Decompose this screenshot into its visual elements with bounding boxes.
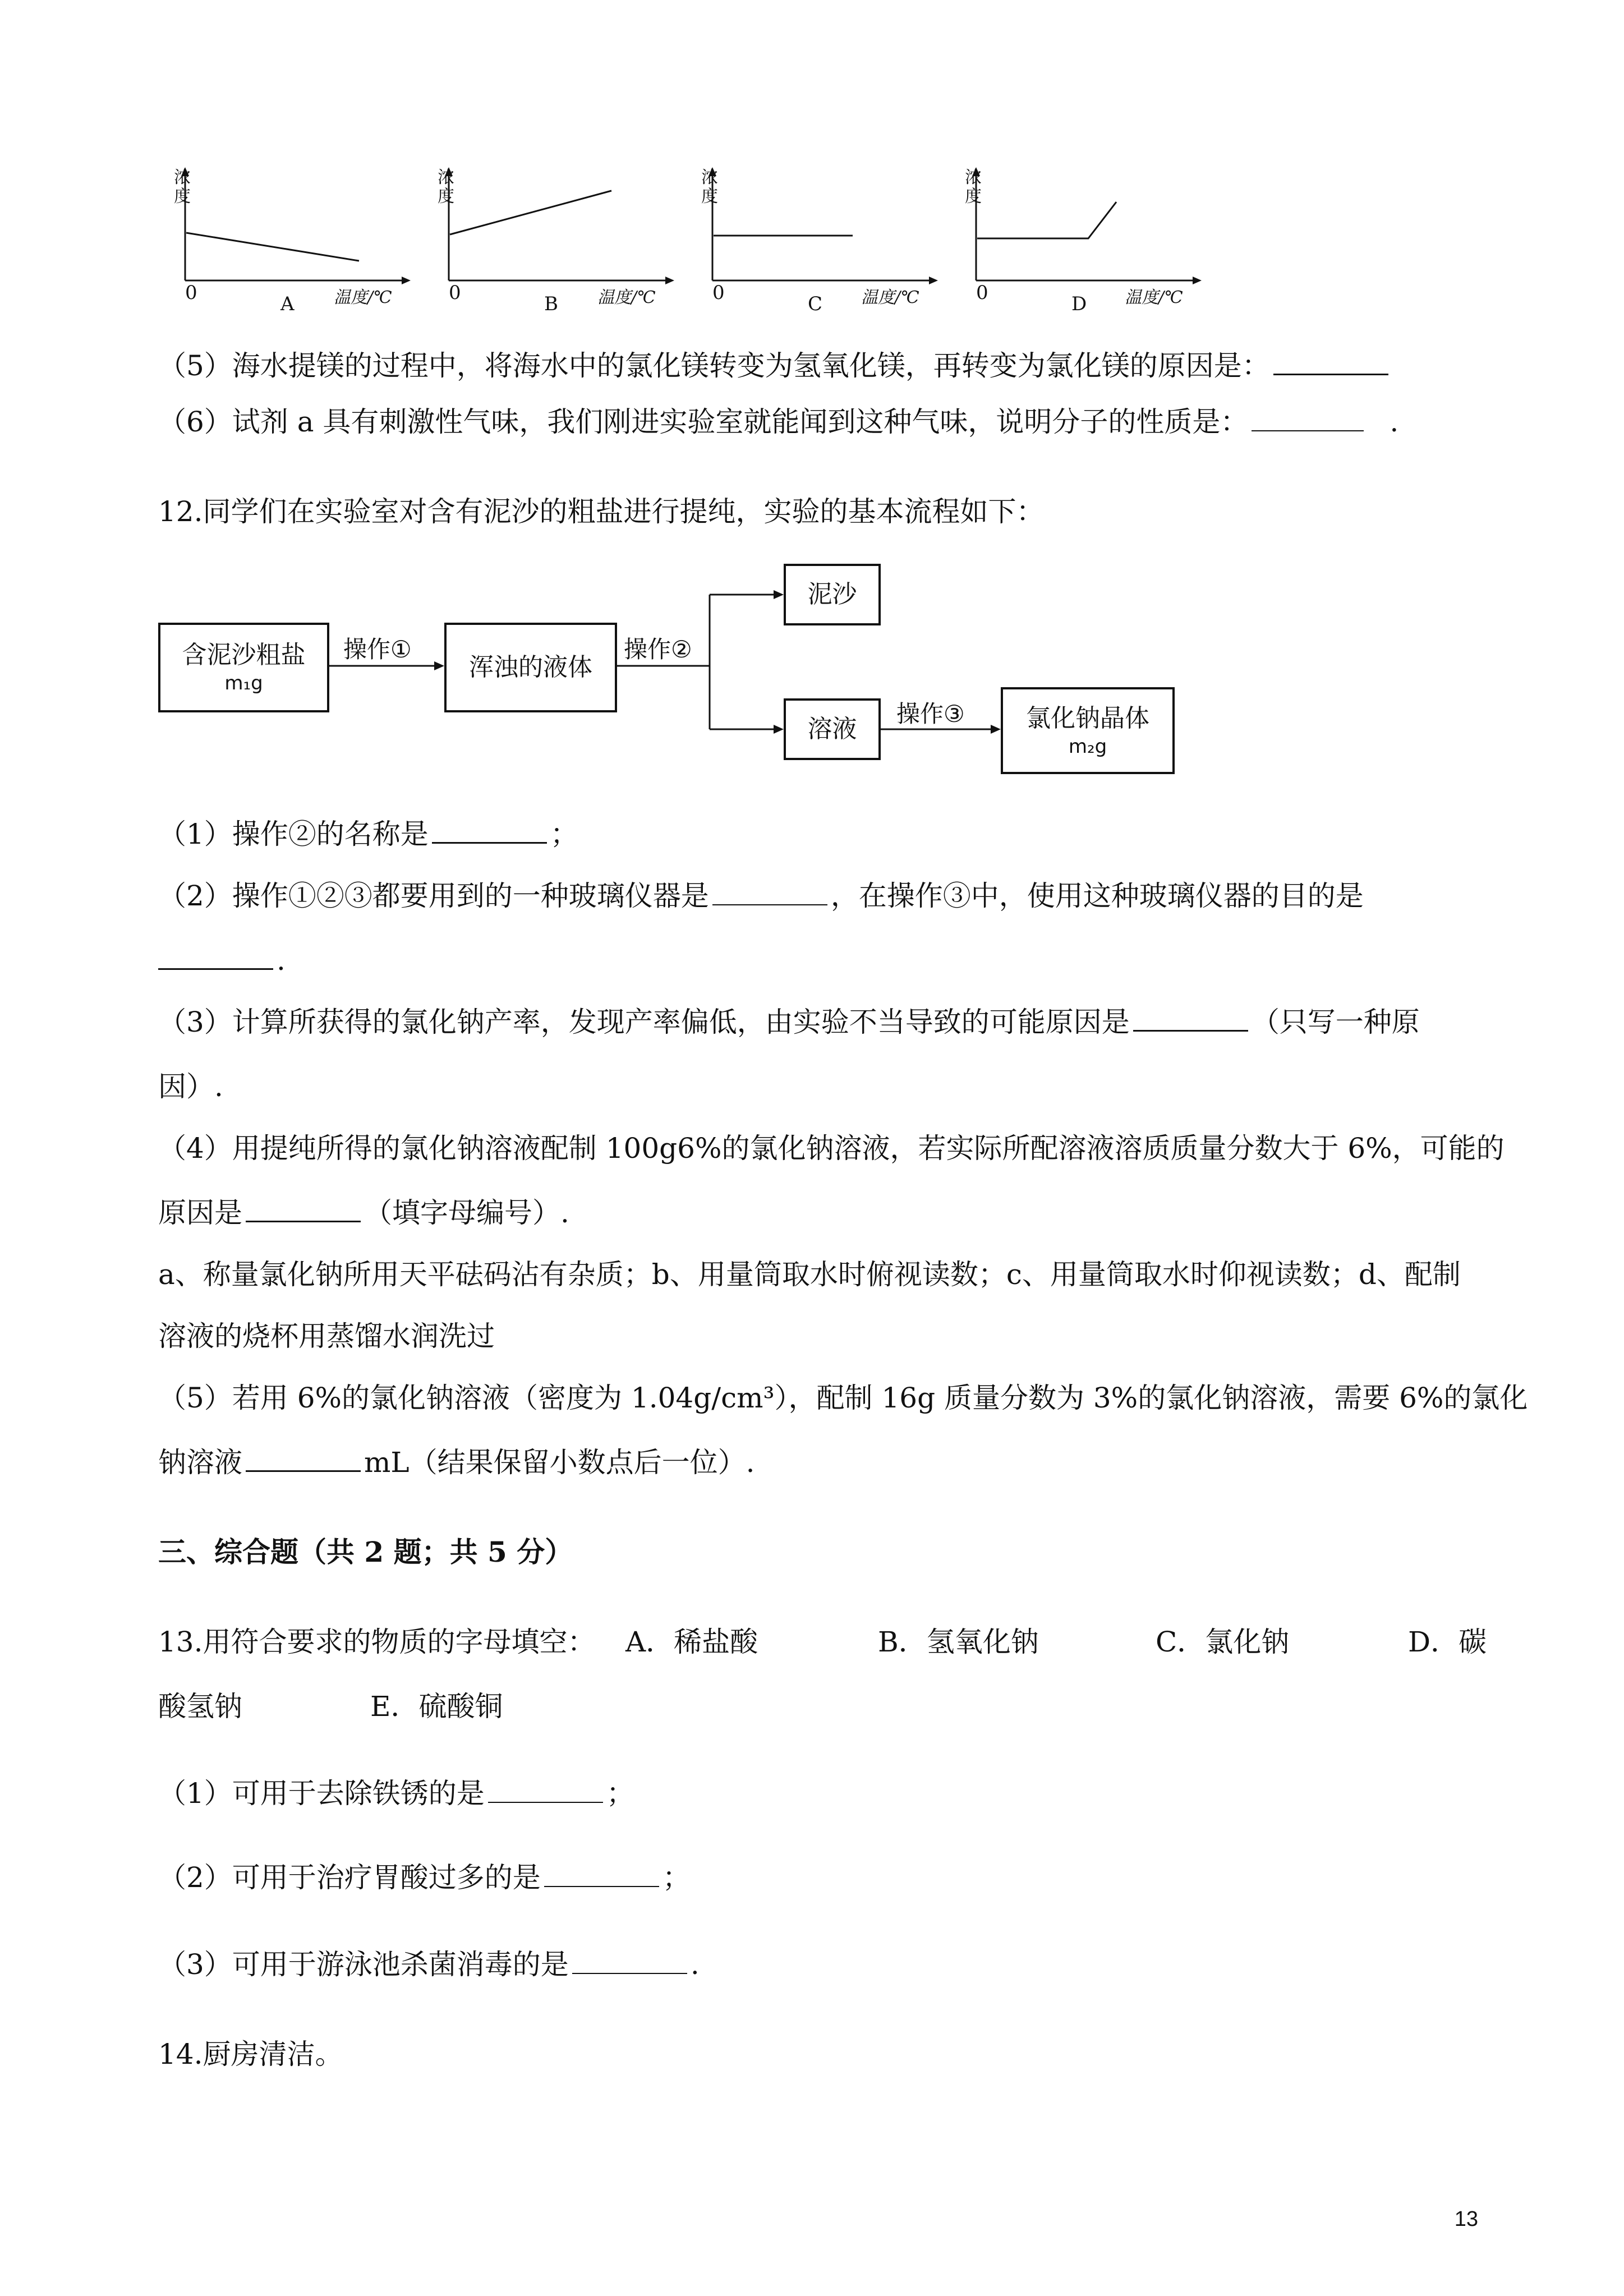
flow-box-crude-salt [158,623,329,712]
graph-y-label: 浓度 [438,168,454,206]
q12-part1-end: ； [550,818,578,850]
answer-blank[interactable] [158,944,273,970]
answer-blank[interactable] [432,817,547,844]
q12-part3-text: （3）计算所获得的氯化钠产率，发现产率偏低，由实验不当导致的可能原因是 [158,1006,1130,1038]
q13-part3-text: （3）可用于游泳池杀菌消毒的是 [158,1948,569,1981]
flow-op2-label: 操作② [624,636,692,663]
q12-options-line2: 溶液的烧杯用蒸馏水润洗过 [158,1320,495,1352]
q13-part2 [158,1860,691,1895]
graph-letter: D [1071,293,1087,315]
flow-box-nacl-crystal [1001,687,1175,774]
q12-part2 [158,878,1364,914]
q12-part4-cont [158,1195,569,1231]
answer-blank[interactable] [712,880,827,905]
answer-blank[interactable] [572,1948,687,1974]
graph-y-label: 浓度 [965,168,982,206]
q12-part4-text: 原因是 [158,1197,242,1229]
flow-box-solution [784,698,881,760]
q12-part5-cont [158,1444,755,1480]
q13-option-c: C．氯化钠 [1156,1626,1290,1658]
graph-y-label: 浓度 [174,168,191,206]
q11-part6-end: . [1390,406,1399,438]
q13-part2-end: ； [662,1861,691,1894]
graph-x-label: 温度/℃ [597,288,656,307]
q13-option-a: A．稀盐酸 [625,1626,758,1658]
graph-letter: B [544,293,558,315]
flow-box-turbid-liquid [444,623,617,712]
section-heading: 三、综合题（共 2 题；共 5 分） [158,1535,573,1568]
q13-part2-text: （2）可用于治疗胃酸过多的是 [158,1861,541,1894]
graph-origin: 0 [185,282,197,304]
q12-part2-cont [158,942,286,978]
q13-option-e: E．硫酸铜 [370,1690,503,1723]
graph-origin: 0 [712,282,725,304]
graph-y-label: 浓度 [701,168,718,206]
flow-box-label: 泥沙 [807,580,857,609]
q12-part3-cont: 因）. [158,1070,223,1103]
q12-part1-text: （1）操作②的名称是 [158,818,429,850]
q13-part3-end: . [690,1948,700,1981]
page-number: 13 [1454,2207,1478,2231]
graph-x-label: 温度/℃ [1125,288,1183,307]
graph-origin: 0 [976,282,988,304]
q13-part1-end: ； [606,1777,634,1810]
q13-part1 [158,1775,634,1811]
flow-box-sand [784,564,881,625]
q12-part2-text: （2）操作①②③都要用到的一种玻璃仪器是 [158,880,709,912]
flow-op3-label: 操作③ [896,700,965,728]
graph-letter: C [808,293,823,315]
q12-stem: 12.同学们在实验室对含有泥沙的粗盐进行提纯，实验的基本流程如下： [158,495,1045,528]
q12-options-line1: a、称量氯化钠所用天平砝码沾有杂质；b、用量筒取水时俯视读数；c、用量筒取水时仰视读数；d、配制 [158,1258,1461,1291]
q12-part3-text-b: （只写一种原 [1251,1006,1420,1038]
q12-part1 [158,816,578,852]
flow-box-mass: m₁g [224,672,263,694]
q12-part5-text: 钠溶液 [158,1446,242,1479]
q12-part4: （4）用提纯所得的氯化钠溶液配制 100g6%的氯化钠溶液，若实际所配溶液溶质质量分数大于 6%，可能的 [158,1132,1505,1165]
q11-part5-text: （5）海水提镁的过程中，将海水中的氯化镁转变为氢氧化镁，再转变为氯化镁的原因是： [158,349,1270,382]
graph-letter: A [280,293,295,315]
flow-box-label: 含泥沙粗盐 [182,641,306,669]
q12-part2-end: . [277,944,286,977]
graph-x-label: 温度/℃ [861,288,919,307]
q13-option-b: B．氢氧化钠 [878,1626,1039,1658]
flow-box-label: 浑浊的液体 [469,653,592,682]
q12-part5-end: mL（结果保留小数点后一位）. [364,1446,755,1479]
q14-stem: 14.厨房清洁。 [158,2038,343,2070]
q11-part6-text: （6）试剂 a 具有刺激性气味，我们刚进实验室就能闻到这种气味，说明分子的性质是： [158,406,1249,438]
q13-option-d: D．碳 [1408,1626,1487,1658]
flow-op1-label: 操作① [343,636,412,663]
q12-part4-end: （填字母编号）. [364,1197,569,1229]
graph-x-label: 温度/℃ [334,288,392,307]
answer-blank[interactable] [246,1446,361,1472]
flow-box-label: 氯化钠晶体 [1026,703,1149,733]
q13-part3 [158,1947,700,1982]
graph-origin: 0 [449,282,461,304]
answer-blank[interactable] [1133,1005,1248,1032]
q13-stem-line [158,1624,596,1660]
answer-blank[interactable] [544,1861,659,1887]
answer-blank[interactable] [488,1777,603,1803]
flow-box-label: 溶液 [807,715,857,743]
flow-box-mass: m₂g [1068,735,1107,758]
q13-option-d-cont: 酸氢钠 [158,1690,242,1723]
q13-stem: 13.用符合要求的物质的字母填空： [158,1626,596,1658]
q12-part5: （5）若用 6%的氯化钠溶液（密度为 1.04g/cm³），配制 16g 质量分数为 3%的氯化钠溶液，需要 6%的氯化 [158,1382,1528,1414]
q12-part2-text-b: ，在操作③中，使用这种玻璃仪器的目的是 [830,880,1364,912]
q13-part1-text: （1）可用于去除铁锈的是 [158,1777,485,1810]
q12-part3 [158,1004,1420,1040]
answer-blank[interactable] [246,1196,361,1222]
